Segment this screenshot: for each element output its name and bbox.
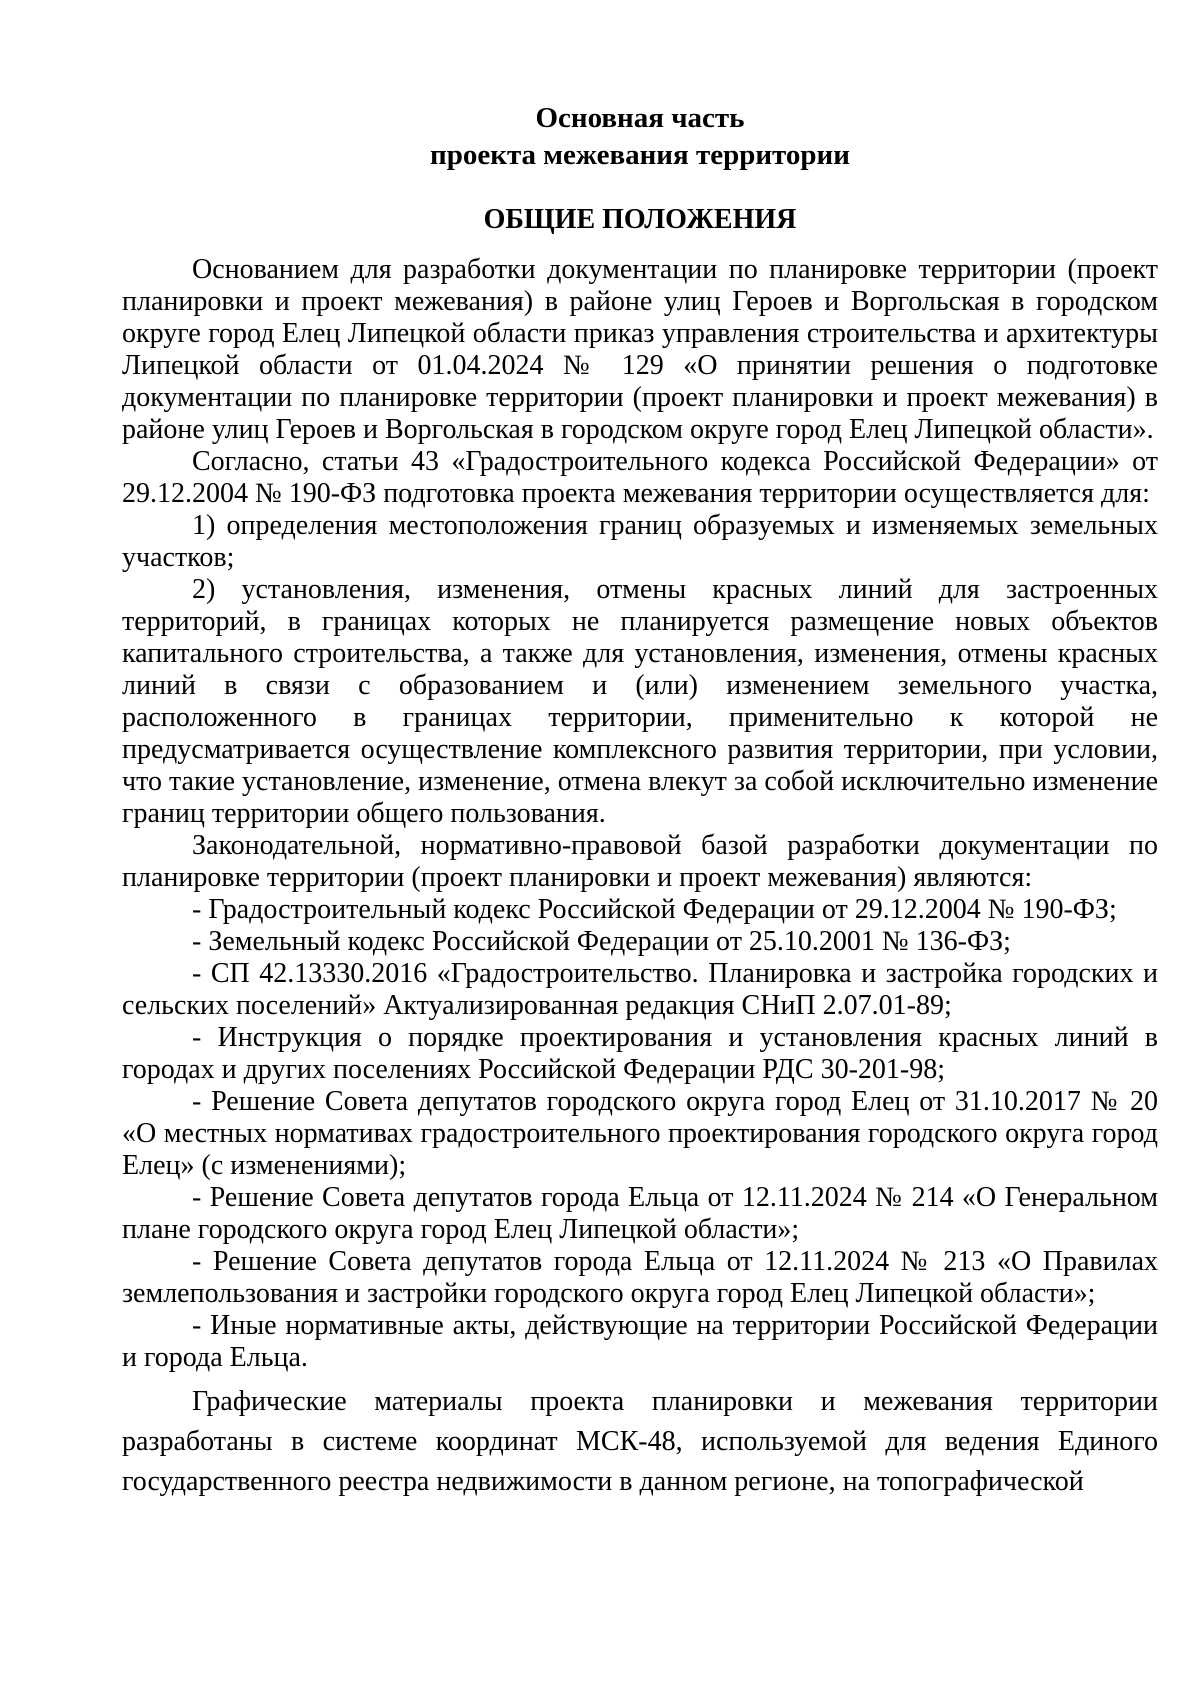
legal-list-item: - Решение Совета депутатов города Ельца от 12.11.2024 № 214 «О Генеральном плане городского округа город Елец Липецкой области»; bbox=[122, 1182, 1158, 1245]
legal-list-item: - Решение Совета депутатов города Ельца от 12.11.2024 № 213 «О Правилах землепользования и застройки городского округа город Елец Липецкой области»; bbox=[122, 1246, 1158, 1309]
legal-list-item: - Градостроительный кодекс Российской Федерации от 29.12.2004 № 190-ФЗ; bbox=[192, 894, 1117, 925]
paragraph-legal-base: Законодательной, нормативно-правовой базой разработки документации по планировке территории (проект планировки и проект межевания) являются: bbox=[122, 830, 1158, 893]
legal-list-item: - Земельный кодекс Российской Федерации от 25.10.2001 № 136-ФЗ; bbox=[192, 926, 1011, 957]
paragraph-basis: Основанием для разработки документации по планировке территории (проект планировки и проект межевания) в районе улиц Героев и Воргольская в городском округе город Елец Липецкой области приказ управления строительства и архитектуры Липецкой области от 01.04.2024 № 129 «О принятии решения о подготовке документации по планировке территории (проект планировки и проект межевания) в районе улиц Героев и Воргольская в городском округе город Елец Липецкой области». bbox=[122, 254, 1158, 445]
legal-list-item: - Решение Совета депутатов городского округа город Елец от 31.10.2017 № 20 «О местных нормативах градостроительного проектирования городского округа город Елец» (с изменениями); bbox=[122, 1086, 1158, 1181]
document-title-line2: проекта межевания территории bbox=[430, 139, 850, 171]
list-item-2: 2) установления, изменения, отмены красных линий для застроенных территорий, в границах которых не планируется размещение новых объектов капитального строительства, а также для установления, изменения, отмены красных линий в связи с образованием и (или) изменением земельного участка, расположенного в границах территории, применительно к которой не предусматривается осуществление комплексного развития территории, при условии, что такие установление, изменение, отмена влекут за собой исключительно изменение границ территории общего пользования. bbox=[122, 574, 1158, 829]
section-heading: ОБЩИЕ ПОЛОЖЕНИЯ bbox=[483, 204, 797, 235]
paragraph-according: Согласно, статьи 43 «Градостроительного кодекса Российской Федерации» от 29.12.2004 № 190-ФЗ подготовка проекта межевания территории осуществляется для: bbox=[122, 446, 1158, 509]
paragraph-graphics: Графические материалы проекта планировки и межевания территории разработаны в системе координат МСК-48, используемой для ведения Единого государственного реестра недвижимости в данном регионе, на топографической bbox=[122, 1386, 1158, 1497]
legal-list-item: - Инструкция о порядке проектирования и установления красных линий в городах и других поселениях Российской Федерации РДС 30-201-98; bbox=[122, 1022, 1158, 1085]
legal-list-item: - СП 42.13330.2016 «Градостроительство. Планировка и застройка городских и сельских поселений» Актуализированная редакция СНиП 2.07.01-89; bbox=[122, 958, 1158, 1021]
title-block bbox=[122, 100, 1158, 174]
document-title-line1: Основная часть bbox=[535, 102, 745, 134]
document-page bbox=[122, 100, 1158, 1502]
legal-list-item: - Иные нормативные акты, действующие на территории Российской Федерации и города Ельца. bbox=[122, 1310, 1158, 1373]
list-item-1: 1) определения местоположения границ образуемых и изменяемых земельных участков; bbox=[122, 510, 1158, 573]
